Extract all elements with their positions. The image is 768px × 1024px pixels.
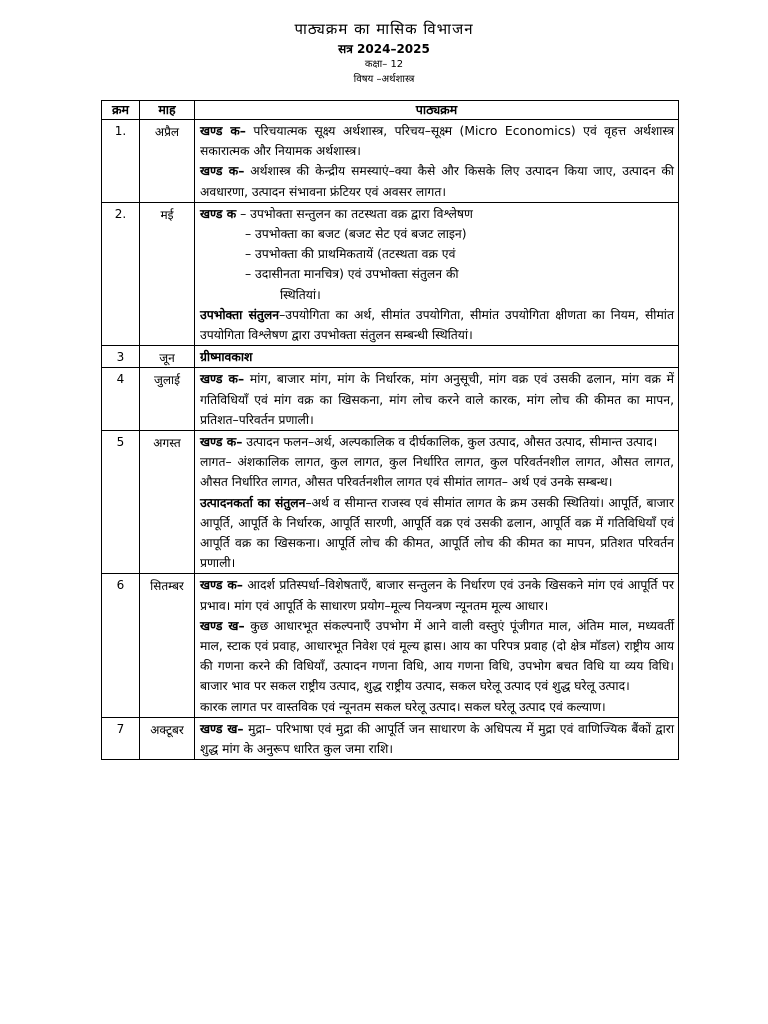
syllabus-table: [101, 100, 679, 760]
table-row: [102, 120, 679, 203]
syllabus-text: –उपयोगिता का अर्थ, सीमांत उपयोगिता, सीमांत उपयोगिता क्षीणता का नियम, सीमांत उपयोगिता विश्लेषण द्वारा उपभोक्ता संतुलन सम्बन्धी स्थितियां।: [200, 307, 674, 343]
row-month: अक्टूबर: [140, 717, 195, 759]
table-row: [102, 346, 679, 368]
syllabus-text: आदर्श प्रतिस्पर्धा–विशेषताएँ, बाजार सन्तुलन के निर्धारण एवं उनके खिसकने मांग एवं आपूर्ति पर प्रभाव। मांग एवं आपूर्ति के साधारण प्रयोग–मूल्य नियन्त्रण न्यूनतम मूल्य आधार।: [200, 578, 674, 613]
row-month: मई: [140, 202, 195, 345]
column-header-syllabus: पाठ्यक्रम: [195, 101, 679, 120]
section-heading: खण्ड क–: [200, 124, 246, 138]
syllabus-paragraph: [200, 719, 674, 759]
row-number: 3: [102, 346, 140, 368]
row-syllabus: [195, 717, 679, 759]
subject-label: विषय –अर्थशास्त्र: [353, 74, 415, 85]
syllabus-paragraph: लागत– अंशकालिक लागत, कुल लागत, कुल निर्धारित लागत, कुल परिवर्तनशील लागत, औसत लागत, औसत निर्धारित लागत, औसत परिवर्तनशील लागत एवं सीमांत लागत– अर्थ एवं उनके सम्बन्ध।: [200, 455, 674, 490]
syllabus-text: उत्पादन फलन–अर्थ, अल्पकालिक व दीर्घकालिक, कुल उत्पाद, औसत उत्पाद, सीमान्त उत्पाद।: [242, 435, 658, 450]
section-heading: उपभोक्ता संतुलन: [200, 307, 280, 322]
syllabus-text: कुछ आधारभूत संकल्पनाएँ उपभोग में आने वाली वस्तुएं पूंजीगत माल, अंतिम माल, मध्यवर्ती माल, स्टाक एवं प्रवाह, आधारभूत निवेश एवं मूल्य ह्रास। आय का परिपत्र प्रवाह (दो क्षेत्र मॉडल) राष्ट्रीय आय की गणना करने की विधियाँ, उत्पादन गणना विधि, आय गणना विधि, उपभोग बचत विधि या व्यय विधि। बाजार भाव पर सकल राष्ट्रीय उत्पाद, शुद्ध राष्ट्रीय उत्पाद, सकल घरेलू उत्पाद एवं शुद्ध घरेलू उत्पाद।: [200, 618, 675, 694]
section-heading: खण्ड क–: [200, 578, 243, 593]
syllabus-list-item: – उपभोक्ता की प्राथमिकतायें (तटस्थता वक्र एवं: [245, 247, 456, 262]
row-number: 5: [102, 431, 140, 574]
table-row: [102, 717, 679, 759]
row-number: 6: [102, 574, 140, 717]
column-header-month: माह: [140, 101, 195, 120]
row-number: 1.: [102, 120, 140, 203]
row-syllabus: [195, 120, 679, 203]
row-number: 7: [102, 717, 140, 759]
syllabus-text: मांग, बाजार मांग, मांग के निर्धारक, मांग अनुसूची, मांग वक्र एवं उसकी ढलान, मांग वक्र में गतिविधियाँ एवं मांग वक्र का खिसकना, मांग लोच करने वाले कारक, मांग लोच की कीमत का मापन, प्रतिशत–परिवर्तन प्रणाली।: [200, 372, 674, 427]
row-month: अगस्त: [140, 431, 195, 574]
row-syllabus: [195, 368, 679, 431]
section-heading: उत्पादनकर्ता का संतुलन: [200, 495, 306, 510]
table-row: [102, 574, 679, 717]
section-heading: ग्रीष्मावकाश: [200, 350, 253, 365]
section-heading: खण्ड क–: [200, 164, 245, 179]
class-label: कक्षा– 12: [364, 59, 404, 70]
syllabus-paragraph: [200, 305, 674, 345]
syllabus-paragraph: [200, 432, 674, 452]
syllabus-text: अर्थशास्त्र की केन्द्रीय समस्याएं–क्या कैसे और किसके लिए उत्पादन किया जाए, उत्पादन की अवधारणा, उत्पादन संभावना फ्रंटियर एवं अवसर लागत।: [200, 164, 674, 199]
table-header-row: [102, 101, 679, 120]
syllabus-list-item: – उदासीनता मानचित्र) एवं उपभोक्ता संतुलन की: [245, 267, 459, 282]
syllabus-paragraph: [200, 616, 674, 697]
row-syllabus: [195, 346, 679, 368]
section-heading: खण्ड क–: [200, 372, 245, 387]
syllabus-paragraph: [200, 493, 674, 574]
row-number: 2.: [102, 202, 140, 345]
row-number: 4: [102, 368, 140, 431]
section-heading: खण्ड क: [200, 206, 237, 221]
table-row: [102, 202, 679, 345]
column-header-serial: क्रम: [102, 101, 140, 120]
syllabus-paragraph: [200, 161, 674, 201]
row-month: जुलाई: [140, 368, 195, 431]
row-month: अप्रैल: [140, 120, 195, 203]
syllabus-list-item: स्थितियां।: [280, 287, 321, 302]
syllabus-paragraph: [200, 575, 674, 615]
row-syllabus: [195, 431, 679, 574]
syllabus-paragraph: [200, 204, 674, 224]
syllabus-text: – उपभोक्ता सन्तुलन का तटस्थता वक्र द्वारा विश्लेषण: [236, 206, 473, 221]
table-row: [102, 431, 679, 574]
row-syllabus: [195, 202, 679, 345]
session-label: सत्र 2024–2025: [338, 42, 430, 56]
section-heading: खण्ड ख–: [200, 721, 244, 736]
syllabus-paragraph: कारक लागत पर वास्तविक एवं न्यूनतम सकल घरेलू उत्पाद। सकल घरेलू उत्पाद एवं कल्याण।: [200, 699, 606, 714]
syllabus-text: मुद्रा– परिभाषा एवं मुद्रा की आपूर्ति जन साधारण के अधिपत्य में मुद्रा एवं वाणिज्यिक बैंकों द्वारा शुद्ध मांग के अनुरूप धारित कुल जमा राशि।: [200, 721, 675, 757]
row-month: सितम्बर: [140, 574, 195, 717]
syllabus-paragraph: [200, 369, 674, 430]
row-syllabus: [195, 574, 679, 717]
table-row: [102, 368, 679, 431]
row-month: जून: [140, 346, 195, 368]
syllabus-paragraph: [200, 347, 674, 367]
document-title: पाठ्यक्रम का मासिक विभाजन: [294, 20, 474, 38]
syllabus-paragraph: [200, 121, 674, 161]
syllabus-text: परिचयात्मक सूक्ष्य अर्थशास्त्र, परिचय–सूक्ष्म (Micro Economics) एवं वृहत्त अर्थशास्त्र सकारात्मक और नियामक अर्थशास्त्र।: [200, 124, 674, 159]
section-heading: खण्ड क–: [200, 435, 243, 450]
syllabus-list-item: – उपभोक्ता का बजट (बजट सेट एवं बजट लाइन): [245, 227, 467, 242]
syllabus-text: –अर्थ व सीमान्त राजस्व एवं सीमांत लागत के क्रम उसकी स्थितियां। आपूर्ति, बाजार आपूर्ति, आपूर्ति के निर्धारक, आपूर्ति सारणी, आपूर्ति वक्र एवं उसकी ढलान, आपूर्ति वक्र में गतिविधियाँ एवं आपूर्ति वक्र का खिसकना। आपूर्ति लोच की कीमत, आपूर्ति लोच की कीमत का मापन, प्रतिशत परिवर्तन प्रणाली।: [200, 495, 675, 571]
document-header: [0, 22, 768, 85]
section-heading: खण्ड ख–: [200, 618, 245, 633]
